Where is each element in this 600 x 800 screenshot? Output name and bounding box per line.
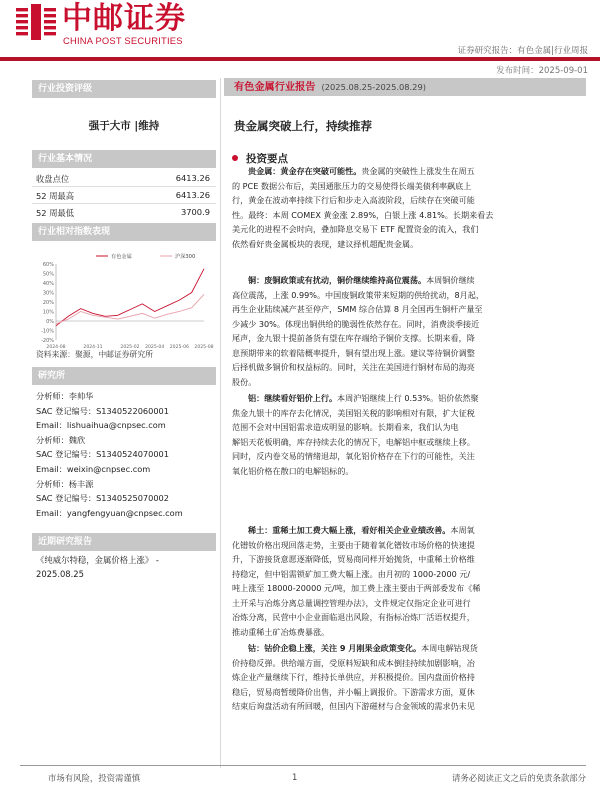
recent-report-link[interactable]: 《纯威尔特稳，金属价格上涨》 - [36,555,159,565]
analyst-info-line: SAC 登记编号：S1340524070001 [36,449,169,460]
chart-x-tick-label: 2024-08 [46,345,66,350]
key-point-paragraph [232,523,594,639]
paragraph-line: 范围不会对中国铝需求造成明显的影响。长期看来，我们认为电 [232,422,459,432]
logo-chinese-name: 中邮证券 [62,1,186,36]
basics-key: 收盘点位 [36,174,70,184]
chart-y-tick-label: 20% [42,299,54,306]
basics-value: 6413.26 [175,190,210,200]
chart-y-tick-label: 0% [46,318,54,325]
chart-y-tick-label: 10% [42,309,54,316]
chart-y-tick-label: -10% [41,328,54,335]
report-title-bar [224,78,586,96]
key-points-heading-text: 投资要点 [246,153,288,165]
paragraph-lead: 铜：废铜政策或有扰动，铜价继续维持高位震荡。 [248,275,427,285]
paragraph-line: 同时，反内卷交易的情绪退却，氧化铝价格存在下行的可能性，关注 [232,451,475,461]
column-divider [220,78,221,768]
basics-key: 52 周最高 [36,191,75,201]
analyst-info-line: 分析师：李帅华 [36,391,94,401]
report-bar-dates: (2025.08.25-2025.08.29) [321,82,426,92]
paragraph-lead: 铝：继续看好铝价上行。 [248,393,338,403]
relative-index-chart [32,246,216,360]
divider [32,186,216,187]
key-point-paragraph [232,273,594,389]
paragraph-line: 少减少 30%。体现出铜供给的脆弱性依然存在。同时，消费淡季接近 [232,318,480,329]
analyst-section-title: 研究所 [32,367,216,385]
recent-section-title: 近期研究报告 [32,533,216,551]
analyst-info-line: SAC 登记编号：S1340525070002 [36,493,169,504]
chart-y-tick-label: 60% [42,261,54,268]
recent-report-date: 2025.08.25 [36,569,84,579]
paragraph-line: 尾声，金九银十提前备货有望在库存端给予铜价支撑。长期来看，降 [232,333,475,343]
paragraph-line: 解铝天花板明确，库存持续去化的情况下，电解铝中枢或继续上移。 [232,436,475,447]
basics-section-title: 行业基本情况 [32,150,216,168]
analyst-info-line: SAC 登记编号：S1340522060001 [36,405,169,416]
paragraph-line: 后择机做多铜价和权益标的。同时，关注在美国进行铜材布局的海亮 [232,362,475,372]
industry-rating: 强于大市 |维持 [88,120,160,132]
company-logo [14,2,214,46]
paragraph-line: 稳后，贸易商暂缓降价出售，并小幅上调报价。下游需求方面，夏休 [232,686,475,697]
basics-value: 3700.9 [180,207,210,217]
paragraph-line: 股份。 [232,376,257,387]
basics-row-close [36,173,210,187]
paragraph-line: 持稳定，但中铝需锁矿加工费大幅上涨。由月初的 1000-2000 元/ [232,568,471,579]
paragraph-line: 价持稳反弹。供给端方面，受原料短缺和成本倒挂持续加剧影响，冶 [232,657,475,668]
footer-risk-note: 市场有风险，投资需谨慎 [48,773,141,783]
chart-x-tick-label: 2025-02 [120,345,140,350]
chart-x-tick-label: 2025-04 [145,345,165,350]
paragraph-line: 的 PCE 数据公布后，美国通胀压力的交易使得长端美债利率飙底上 [232,180,472,191]
paragraph-line: 结束后询盘活动有所回暖，但国内下游磁材与合金领域的需求仍未见 [232,701,475,711]
paragraph-line: 稀土：重稀土加工费大幅上涨，看好相关企业业绩改善。本周氧 [248,525,475,535]
basics-row-high [36,190,210,204]
analyst-info-line: 分析师：魏欣 [36,434,86,445]
key-point-paragraph [232,641,594,714]
paragraph-line: 吨上涨至 18000-20000 元/吨，加工费上涨主要由于两部委发布《稀 [232,583,481,593]
chart-source: 资料来源：聚源，中邮证券研究所 [36,350,153,359]
chart-section-title: 行业相对指数表现 [32,223,216,241]
chart-series-line [56,269,204,326]
paragraph-line: 性。最终：本周 COMEX 黄金涨 2.89%，白银上涨 4.81%。长期来看去 [232,209,494,220]
report-category: 证券研究报告：有色金属|行业周报 [457,46,588,56]
paragraph-lead: 钴：钴价企稳上涨，关注 9 月刚果金政策变化。 [248,643,422,653]
page-number: 1 [292,772,298,782]
bullet-dot-icon [232,155,238,161]
analyst-info-line[interactable]: Email：weixin@cnpsec.com [36,464,151,474]
footer-rule [20,765,586,766]
paragraph-line: 钴：钴价企稳上涨，关注 9 月刚果金政策变化。本周电解钴现货 [248,643,478,653]
paragraph-line: 依然看好贵金属板块的表现，建议择机超配贵金属。 [232,238,419,249]
chart-x-tick-label: 2024-11 [83,345,103,350]
header-rule [0,57,600,61]
logo-english-name: CHINA POST SECURITIES [63,35,183,46]
paragraph-line: 行，黄金在波动率持续下行后和步走入高波阶段，后续存在突破可能 [232,195,475,205]
footer-disclaimer: 请务必阅读正文之后的免责条款部分 [452,773,586,783]
paragraph-line: 铝：继续看好铝价上行。本周沪铝继续上行 0.53%。铝价依然聚 [248,393,479,403]
paragraph-line: 炼企业产量继续下行，维持长单供应，并积极提价。国内盘面价格持 [232,672,475,682]
divider [32,203,216,204]
analyst-info-line[interactable]: Email：yangfengyuan@cnpsec.com [36,507,183,518]
paragraph-line: 美元化的进程不会时向，叠加降息交易下 ETF 配置资金的流入，我们 [232,224,479,234]
chart-legend-label: 有色金属 [111,254,132,260]
paragraph-line: 冶炼分离，民营中小企业面临退出风险，有指标冶炼厂活语权提升， [232,612,475,622]
basics-row-low [36,207,210,221]
paragraph-line: 铜：废铜政策或有扰动，铜价继续维持高位震荡。本周铜价继续 [248,275,475,285]
key-point-paragraph [232,164,594,251]
chart-x-tick-label: 2025-08 [194,345,214,350]
basics-value: 6413.26 [175,173,210,183]
paragraph-line: 化镨钕价格出现回落走势，主要由于随着氧化镨钕市场价格的快速提 [232,539,475,550]
publish-date: 发布时间：2025-09-01 [496,66,588,76]
paragraph-line: 推动重稀土矿冶炼费暴涨。 [232,626,330,637]
page-title: 贵金属突破上行，持续推荐 [234,119,372,133]
paragraph-line: 再生企业陆续减产甚至停产，SMM 综合估算 8 月全国再生铜杆产量至 [232,304,483,314]
china-post-logo-icon [14,2,58,42]
analyst-info-line[interactable]: Email：lishuaihua@cnpsec.com [36,420,166,431]
paragraph-line: 升，下游接货意愿逐渐降低，贸易商同样开始抛货，中重稀土价格维 [232,554,475,564]
chart-legend-label: 沪深300 [175,254,196,260]
chart-y-tick-label: 40% [42,280,54,287]
key-point-paragraph [232,391,594,478]
paragraph-line: 土开采与冶炼分离总量调控管理办法》，文件规定仅指定企业可进行 [232,597,471,608]
paragraph-line: 氧化铝价格在散口的电解铝标的。 [232,465,354,476]
paragraph-lead: 贵金属：黄金存在突破可能性。 [248,166,362,176]
paragraph-line: 高位震荡，上涨 0.99%。中国废铜政策带来短期的供给扰动，8月起， [232,289,484,300]
analyst-info-line: 分析师：杨丰源 [36,478,94,489]
paragraph-line: 焦金九银十的库存去化情况，美国铝关税的影响相对有限，扩大征税 [232,407,475,418]
chart-y-tick-label: -20% [41,337,54,344]
paragraph-line: 贵金属：黄金存在突破可能性。贵金属的突破性上涨发生在周五 [248,166,475,176]
paragraph-line: 息预期带来的软着陆概率提升，铜有望出现上涨。建议等待铜价调整 [232,347,475,358]
rating-section-title: 行业投资评级 [32,80,216,98]
chart-y-tick-label: 30% [42,290,54,297]
basics-key: 52 周最低 [36,208,75,218]
paragraph-lead: 稀土：重稀土加工费大幅上涨，看好相关企业业绩改善。 [248,525,451,535]
report-bar-title: 有色金属行业报告 [234,82,316,93]
chart-y-tick-label: 50% [42,271,54,278]
chart-x-tick-label: 2025-06 [169,345,189,350]
